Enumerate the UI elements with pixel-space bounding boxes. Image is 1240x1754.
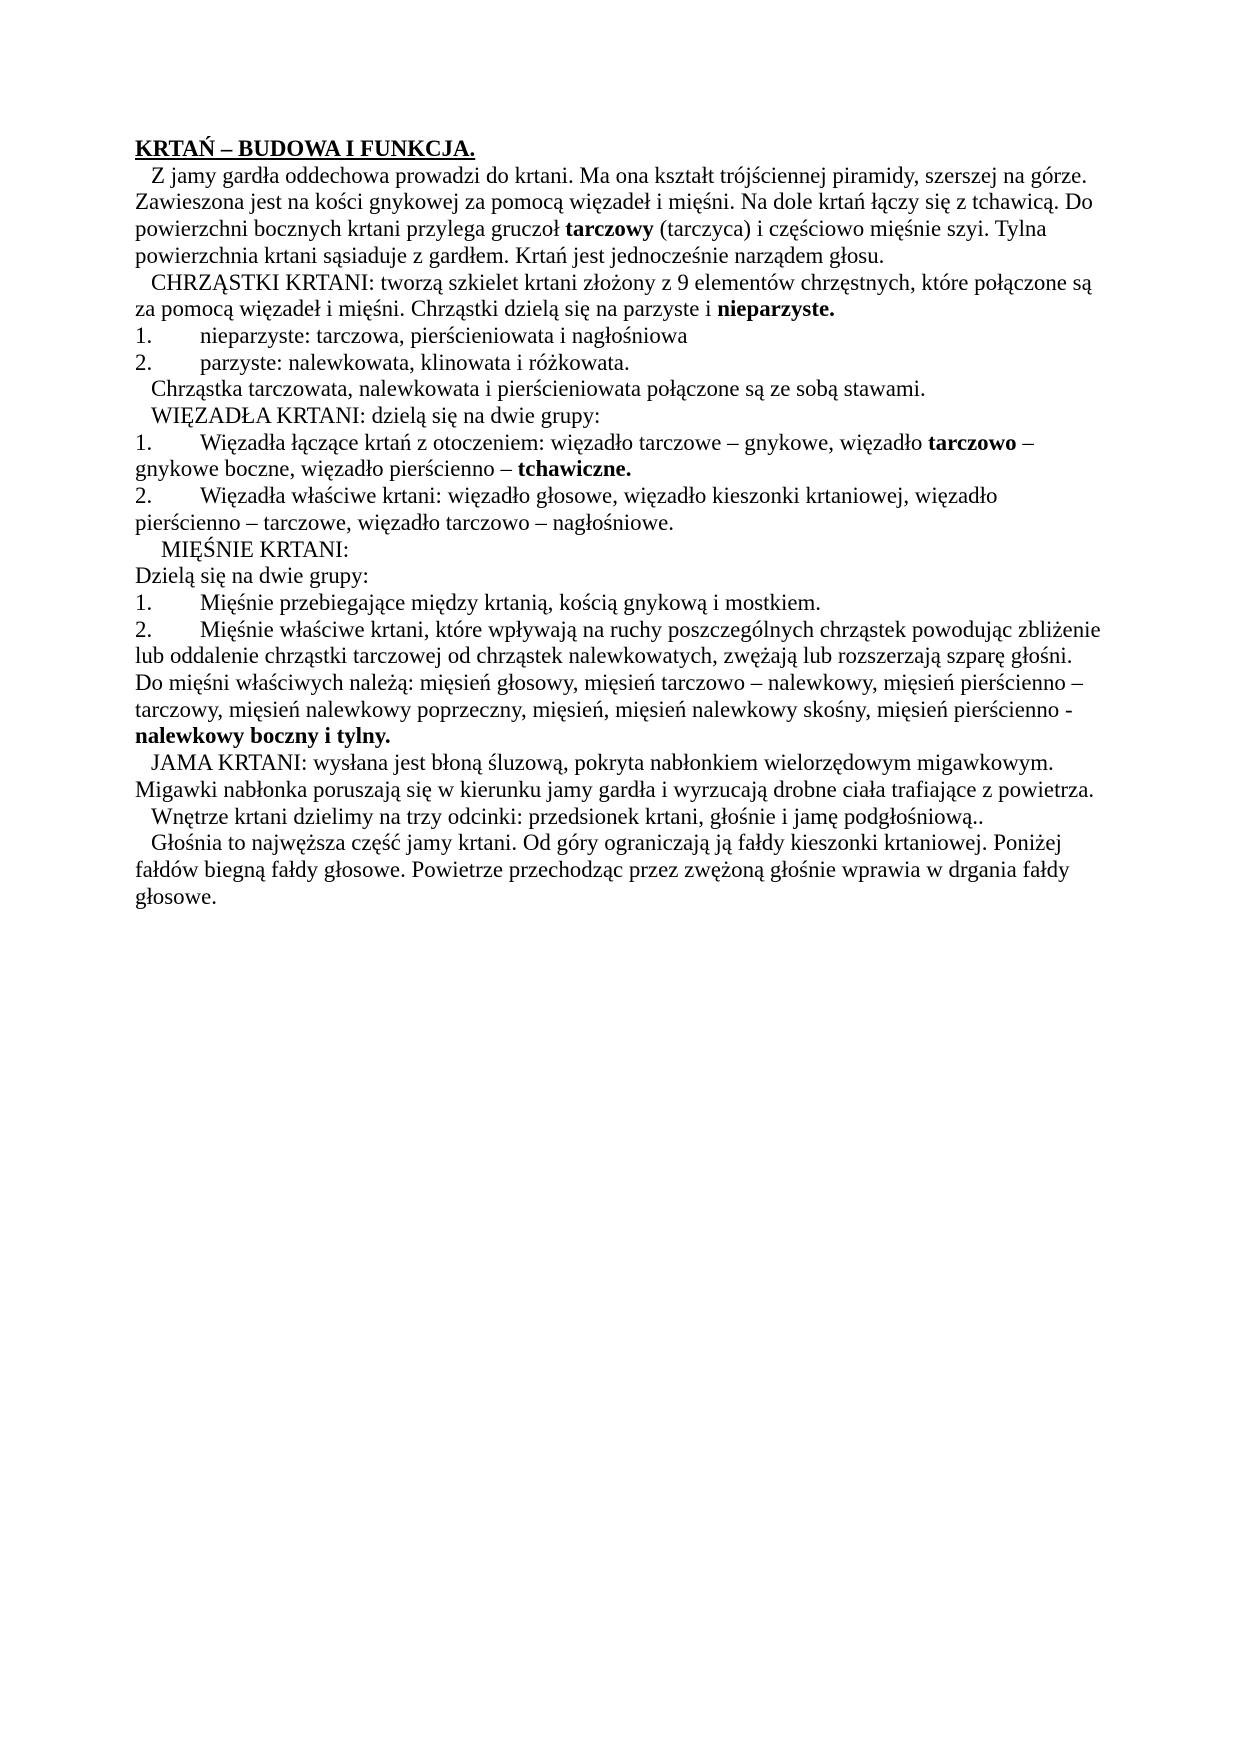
text-run: parzyste: nalewkowata, klinowata i różkowata. (200, 349, 630, 375)
text-run: Głośnia to najwęższa część jamy krtani. Od góry ograniczają ją fałdy kieszonki krtaniowej. Poniżej fałdów biegną fałdy głosowe. Powietrze przechodząc przez zwężoną głośnie wprawia w drgania fałdy głosowe. (135, 830, 1070, 909)
text-run: Chrząstka tarczowata, nalewkowata i pierścieniowata połączone są ze sobą stawami. (151, 376, 926, 402)
paragraph (135, 403, 1106, 430)
paragraph (135, 270, 1106, 323)
item-number: 2. (135, 483, 153, 509)
bold-text-run: tarczowo (928, 429, 1017, 455)
paragraph (135, 804, 1106, 831)
bold-text-run: tchawiczne. (517, 456, 632, 482)
text-run: Wnętrze krtani dzielimy na trzy odcinki: przedsionek krtani, głośnie i jamę podgłośniową.. (151, 803, 984, 829)
text-run: Więzadła łączące krtań z otoczeniem: więzadło tarczowe – gnykowe, więzadło (200, 429, 929, 455)
text-run: Dzielą się na dwie grupy: (135, 563, 369, 589)
text-run: CHRZĄSTKI KRTANI: tworzą szkielet krtani złożony z 9 elementów chrzęstnych, które połączone są za pomocą więzadeł i mięśni. Chrząstki dzielą się na parzyste i (135, 269, 1092, 322)
text-run: Mięśnie właściwe krtani, które wpływają na ruchy poszczególnych chrząstek powodując zbliżenie lub oddalenie chrząstki tarczowej od chrząstek nalewkowatych, zwężają lub rozszerzają szparę głośni. Do mięśni właściwych należą: mięsień głosowy, mięsień tarczowo – nalewkowy, mięsień pierścienno – tarczowy, mięsień nalewkowy poprzeczny, mięsień, mięsień nalewkowy skośny, mięsień pierścienno - (135, 616, 1101, 722)
bold-text-run: nieparzyste. (717, 296, 835, 322)
paragraph (135, 163, 1106, 270)
item-number: 1. (135, 429, 153, 455)
text-run: Więzadła właściwe krtani: więzadło głosowe, więzadło kieszonki krtaniowej, więzadło pierścienno – tarczowe, więzadło tarczowo – nagłośniowe. (135, 483, 998, 535)
item-number: 1. (135, 589, 153, 615)
text-run: JAMA KRTANI: wysłana jest błoną śluzową, pokryta nabłonkiem wielorzędowym migawkowym. Migawki nabłonka poruszają się w kierunku jamy gardła i wyrzucają drobne ciała trafiające z powietrza. (135, 750, 1095, 802)
numbered-item (135, 350, 1106, 377)
paragraph (135, 563, 1106, 590)
numbered-item (135, 617, 1106, 751)
text-run: Mięśnie przebiegające między krtanią, kością gnykową i mostkiem. (200, 589, 822, 615)
text-run: (tarczyca) i częściowo mięśnie szyi. Tylna powierzchnia krtani sąsiaduje z gardłem. Krtań jest jednocześnie narządem głosu. (135, 216, 1047, 268)
item-number: 2. (135, 616, 153, 642)
numbered-item (135, 590, 1106, 617)
paragraph (135, 537, 1106, 564)
text-run: – gnykowe boczne, więzadło pierścienno – (135, 429, 1034, 482)
text-run: nieparzyste: tarczowa, pierścieniowata i nagłośniowa (200, 322, 688, 348)
bold-text-run: nalewkowy boczny i tylny. (135, 723, 391, 749)
numbered-item (135, 483, 1106, 536)
paragraph (135, 750, 1106, 803)
document-title: KRTAŃ – BUDOWA I FUNKCJA. (135, 136, 476, 161)
numbered-item (135, 430, 1106, 483)
bold-text-run: tarczowy (565, 216, 654, 242)
paragraph (135, 830, 1106, 910)
document-body (135, 163, 1106, 911)
item-number: 2. (135, 349, 153, 375)
text-run: Z jamy gardła oddechowa prowadzi do krtani. Ma ona kształt trójściennej piramidy, szerszej na górze. Zawieszona jest na kości gnykowej za pomocą więzadeł i mięśni. Na dole krtań łączy się z tchawicą. Do powierzchni bocznych krtani przylega gruczoł (135, 162, 1093, 242)
numbered-item (135, 323, 1106, 350)
text-run: WIĘZADŁA KRTANI: dzielą się na dwie grupy: (151, 403, 601, 429)
paragraph (135, 376, 1106, 403)
text-run: MIĘŚNIE KRTANI: (161, 536, 350, 562)
item-number: 1. (135, 322, 153, 348)
